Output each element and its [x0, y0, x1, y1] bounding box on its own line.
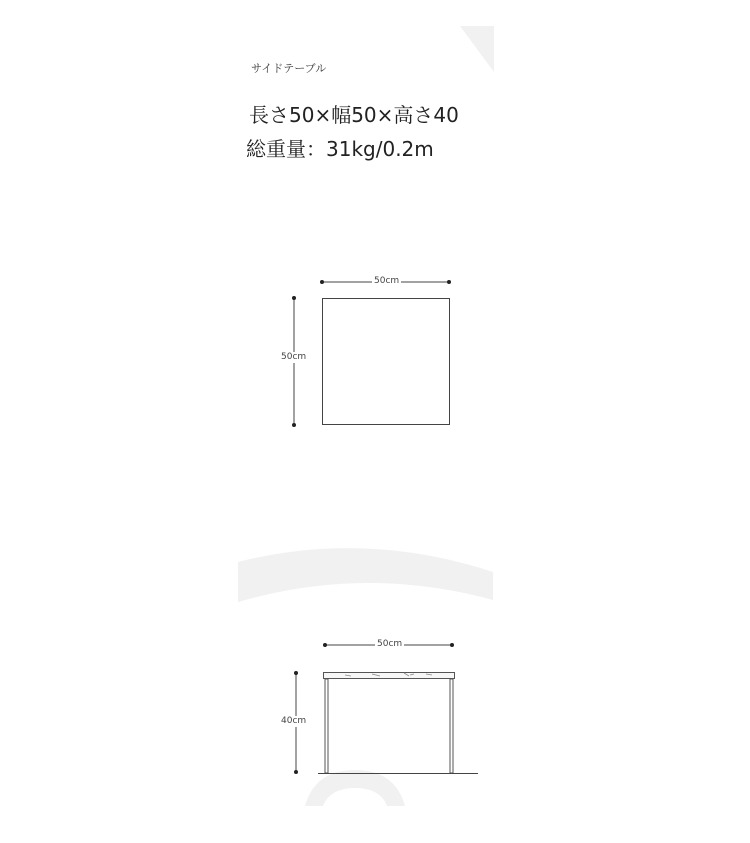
weight-text: 総重量：31kg/0.2m [246, 137, 434, 161]
dimensions-text: 長さ50×幅50×高さ40 [249, 103, 459, 127]
right-leg [450, 679, 453, 773]
table-top-slab [324, 673, 455, 679]
top-view-depth-label: 50cm [281, 352, 307, 362]
table-top-square [323, 299, 450, 425]
product-title: サイドテーブル [251, 62, 327, 75]
top-view-width-label: 50cm [374, 276, 400, 286]
front-view-width-label: 50cm [377, 639, 403, 649]
front-view-drawing [294, 643, 478, 774]
top-view-drawing [292, 280, 451, 427]
left-leg [325, 679, 328, 773]
front-view-height-label: 40cm [281, 716, 307, 726]
